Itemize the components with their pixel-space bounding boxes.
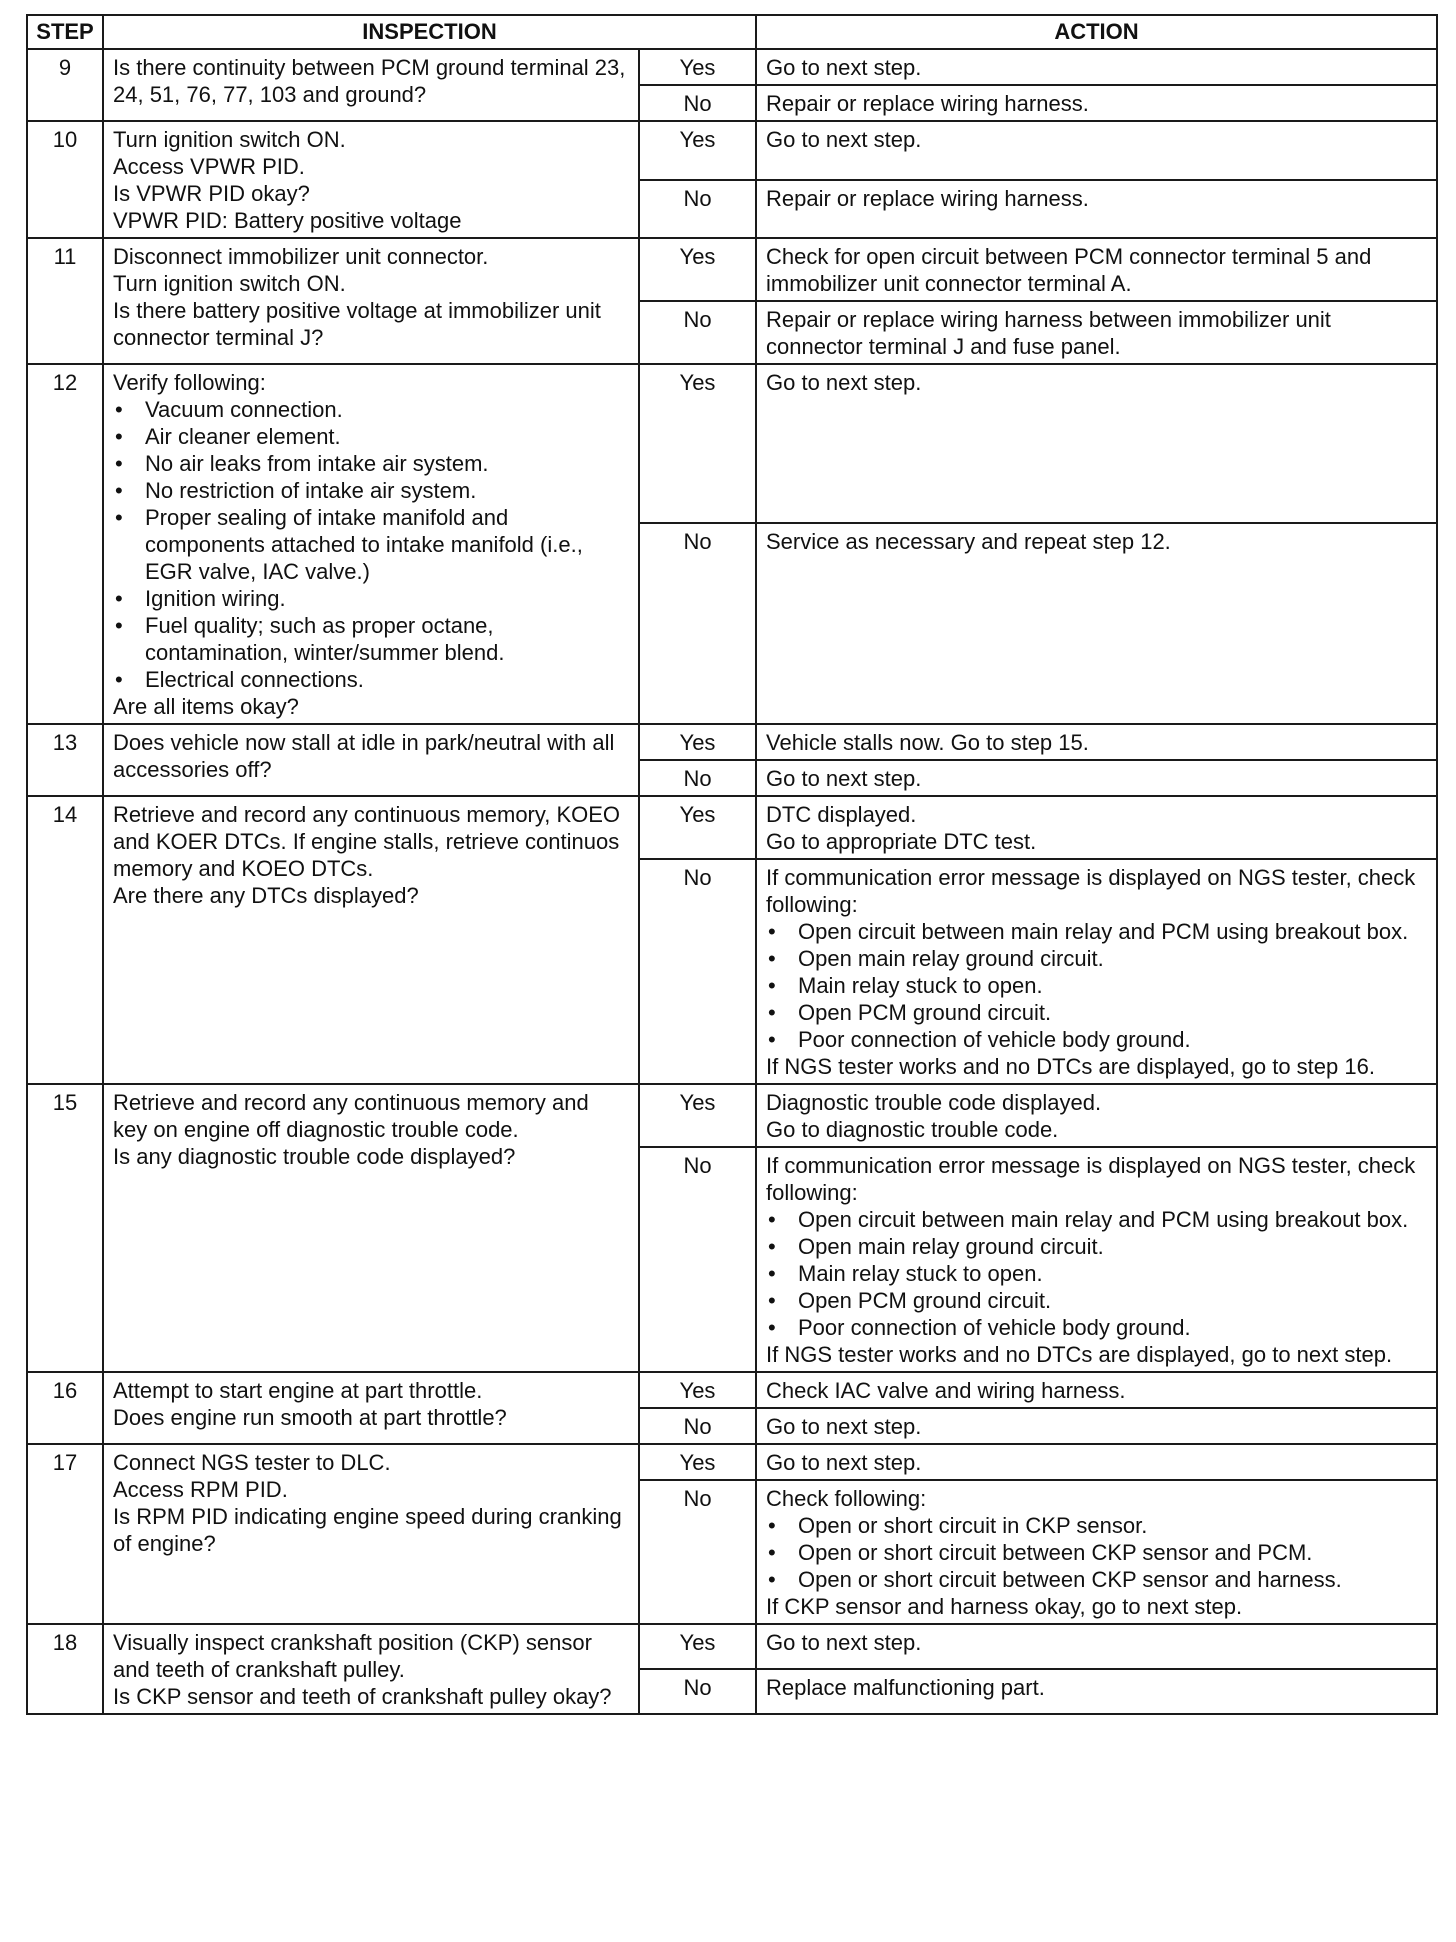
action-cell [756, 1669, 1437, 1714]
answer-no: No [639, 1669, 756, 1714]
header-inspection: INSPECTION [103, 15, 756, 49]
answer-no: No [639, 85, 756, 121]
answer-no: No [639, 1408, 756, 1444]
action-cell [756, 238, 1437, 301]
action-text: Check IAC valve and wiring harness. [766, 1378, 1126, 1403]
answer-yes: Yes [639, 1372, 756, 1408]
action-cell [756, 523, 1437, 724]
inspection-bullet-item: • Proper sealing of intake manifold and components attached to intake manifold (i.e., EGR valve, IAC valve.) [113, 504, 629, 585]
table-header-row [27, 15, 1437, 49]
inspection-cell [103, 1372, 639, 1444]
inspection-cell [103, 238, 639, 364]
inspection-text: Does vehicle now stall at idle in park/neutral with all accessories off? [113, 730, 615, 782]
answer-yes: Yes [639, 1444, 756, 1480]
inspection-text: Is there battery positive voltage at immobilizer unit connector terminal J? [113, 298, 601, 350]
answer-no: No [639, 760, 756, 796]
inspection-bullet-item: • Electrical connections. [113, 666, 629, 693]
action-text: If communication error message is displayed on NGS tester, check following: [766, 865, 1416, 917]
header-step: STEP [27, 15, 103, 49]
inspection-cell [103, 49, 639, 121]
action-cell [756, 1480, 1437, 1624]
action-text: Go to appropriate DTC test. [766, 829, 1037, 854]
inspection-bullet-item: • Air cleaner element. [113, 423, 629, 450]
action-cell [756, 1372, 1437, 1408]
action-bullet-item: • Open main relay ground circuit. [766, 1233, 1427, 1260]
inspection-cell [103, 364, 639, 724]
action-bullet-item: • Open PCM ground circuit. [766, 1287, 1427, 1314]
step-number: 14 [27, 796, 103, 1084]
inspection-text: Turn ignition switch ON. [113, 127, 346, 152]
inspection-text: Access RPM PID. [113, 1477, 288, 1502]
answer-no: No [639, 859, 756, 1084]
action-cell [756, 364, 1437, 523]
action-text: Diagnostic trouble code displayed. [766, 1090, 1102, 1115]
step-number: 17 [27, 1444, 103, 1624]
inspection-text: Does engine run smooth at part throttle? [113, 1405, 507, 1430]
action-text: Repair or replace wiring harness. [766, 185, 1089, 211]
inspection-cell [103, 1624, 639, 1714]
header-action: ACTION [756, 15, 1437, 49]
action-bullet-item: • Poor connection of vehicle body ground. [766, 1026, 1427, 1053]
action-bullet-item: • Open or short circuit between CKP sensor and PCM. [766, 1539, 1427, 1566]
step-number: 15 [27, 1084, 103, 1372]
answer-yes: Yes [639, 796, 756, 859]
action-cell [756, 1444, 1437, 1480]
inspection-bullet-item: • Vacuum connection. [113, 396, 629, 423]
action-cell [756, 1624, 1437, 1669]
inspection-cell [103, 796, 639, 1084]
action-text: Check for open circuit between PCM connector terminal 5 and immobilizer unit connector terminal A. [766, 244, 1372, 296]
action-cell [756, 1408, 1437, 1444]
answer-yes: Yes [639, 49, 756, 85]
inspection-text: Are all items okay? [113, 694, 299, 719]
action-text: Go to diagnostic trouble code. [766, 1117, 1059, 1142]
action-cell [756, 49, 1437, 85]
diagnostic-procedure-table [26, 14, 1438, 1715]
answer-yes: Yes [639, 724, 756, 760]
answer-no: No [639, 1147, 756, 1372]
inspection-text: Access VPWR PID. [113, 154, 305, 179]
action-text: Check following: [766, 1486, 927, 1511]
inspection-bullet-item: • Ignition wiring. [113, 585, 629, 612]
action-cell [756, 85, 1437, 121]
inspection-text: Are there any DTCs displayed? [113, 883, 419, 908]
action-text: DTC displayed. [766, 802, 917, 827]
answer-yes: Yes [639, 1084, 756, 1147]
table-row [27, 49, 1437, 85]
answer-no: No [639, 301, 756, 364]
action-cell [756, 1084, 1437, 1147]
step-number: 12 [27, 364, 103, 724]
inspection-text: Verify following: [113, 370, 266, 395]
table-row [27, 724, 1437, 760]
action-cell [756, 859, 1437, 1084]
action-bullet-item: • Open circuit between main relay and PCM using breakout box. [766, 918, 1427, 945]
step-number: 11 [27, 238, 103, 364]
answer-yes: Yes [639, 121, 756, 180]
step-number: 18 [27, 1624, 103, 1714]
inspection-text: Connect NGS tester to DLC. [113, 1450, 391, 1475]
action-text: Go to next step. [766, 55, 922, 80]
table-row [27, 1084, 1437, 1147]
inspection-text: Retrieve and record any continuous memory, KOEO and KOER DTCs. If engine stalls, retrieve continuos memory and KOEO DTCs. [113, 802, 621, 881]
inspection-text: Is any diagnostic trouble code displayed? [113, 1144, 516, 1169]
table-row [27, 121, 1437, 180]
action-text: Go to next step. [766, 127, 922, 152]
inspection-cell [103, 724, 639, 796]
action-text: Go to next step. [766, 1630, 922, 1655]
action-text: Service as necessary and repeat step 12. [766, 529, 1171, 554]
action-text: Go to next step. [766, 1414, 922, 1439]
step-number: 16 [27, 1372, 103, 1444]
table-row [27, 1372, 1437, 1408]
answer-yes: Yes [639, 1624, 756, 1669]
action-cell [756, 724, 1437, 760]
action-text: Go to next step. [766, 766, 922, 791]
inspection-bullet-item: • No restriction of intake air system. [113, 477, 629, 504]
inspection-cell [103, 121, 639, 238]
action-text: Vehicle stalls now. Go to step 15. [766, 730, 1089, 755]
action-bullet-item: • Poor connection of vehicle body ground. [766, 1314, 1427, 1341]
inspection-text: Visually inspect crankshaft position (CKP) sensor and teeth of crankshaft pulley. [113, 1630, 592, 1682]
action-bullet-item: • Open or short circuit in CKP sensor. [766, 1512, 1427, 1539]
inspection-text: Is CKP sensor and teeth of crankshaft pulley okay? [113, 1684, 612, 1709]
action-text: Repair or replace wiring harness between immobilizer unit connector terminal J and fuse panel. [766, 307, 1331, 359]
inspection-text: Is RPM PID indicating engine speed during cranking of engine? [113, 1504, 622, 1556]
action-cell [756, 121, 1437, 180]
answer-yes: Yes [639, 364, 756, 523]
table-row [27, 796, 1437, 859]
action-text: Go to next step. [766, 1450, 922, 1475]
inspection-text: Disconnect immobilizer unit connector. [113, 244, 489, 269]
inspection-cell [103, 1084, 639, 1372]
inspection-text: Attempt to start engine at part throttle. [113, 1378, 483, 1403]
inspection-text: Is VPWR PID okay? [113, 181, 310, 206]
answer-no: No [639, 523, 756, 724]
action-cell [756, 180, 1437, 239]
action-bullet-item: • Main relay stuck to open. [766, 1260, 1427, 1287]
table-row [27, 364, 1437, 523]
action-text: Replace malfunctioning part. [766, 1675, 1045, 1700]
inspection-text: VPWR PID: Battery positive voltage [113, 208, 462, 233]
step-number: 10 [27, 121, 103, 238]
action-bullet-item: • Open main relay ground circuit. [766, 945, 1427, 972]
answer-yes: Yes [639, 238, 756, 301]
action-bullet-item: • Open or short circuit between CKP sensor and harness. [766, 1566, 1427, 1593]
step-number: 9 [27, 49, 103, 121]
answer-no: No [639, 1480, 756, 1624]
inspection-bullet-item: • Fuel quality; such as proper octane, contamination, winter/summer blend. [113, 612, 629, 666]
action-text: If communication error message is displayed on NGS tester, check following: [766, 1153, 1416, 1205]
inspection-text: Turn ignition switch ON. [113, 271, 346, 296]
answer-no: No [639, 180, 756, 239]
action-text: If CKP sensor and harness okay, go to next step. [766, 1594, 1243, 1619]
action-text: If NGS tester works and no DTCs are displayed, go to step 16. [766, 1054, 1375, 1079]
inspection-bullet-item: • No air leaks from intake air system. [113, 450, 629, 477]
inspection-cell [103, 1444, 639, 1624]
action-cell [756, 796, 1437, 859]
step-number: 13 [27, 724, 103, 796]
inspection-text: Retrieve and record any continuous memory and key on engine off diagnostic trouble code. [113, 1090, 589, 1142]
action-cell [756, 1147, 1437, 1372]
action-bullet-item: • Open circuit between main relay and PCM using breakout box. [766, 1206, 1427, 1233]
table-row [27, 238, 1437, 301]
action-cell [756, 760, 1437, 796]
action-bullet-item: • Main relay stuck to open. [766, 972, 1427, 999]
action-text: Repair or replace wiring harness. [766, 91, 1089, 116]
table-row [27, 1444, 1437, 1480]
action-cell [756, 301, 1437, 364]
inspection-text: Is there continuity between PCM ground terminal 23, 24, 51, 76, 77, 103 and ground? [113, 55, 626, 107]
action-bullet-item: • Open PCM ground circuit. [766, 999, 1427, 1026]
table-row [27, 1624, 1437, 1669]
action-text: If NGS tester works and no DTCs are displayed, go to next step. [766, 1342, 1393, 1367]
action-text: Go to next step. [766, 370, 922, 395]
